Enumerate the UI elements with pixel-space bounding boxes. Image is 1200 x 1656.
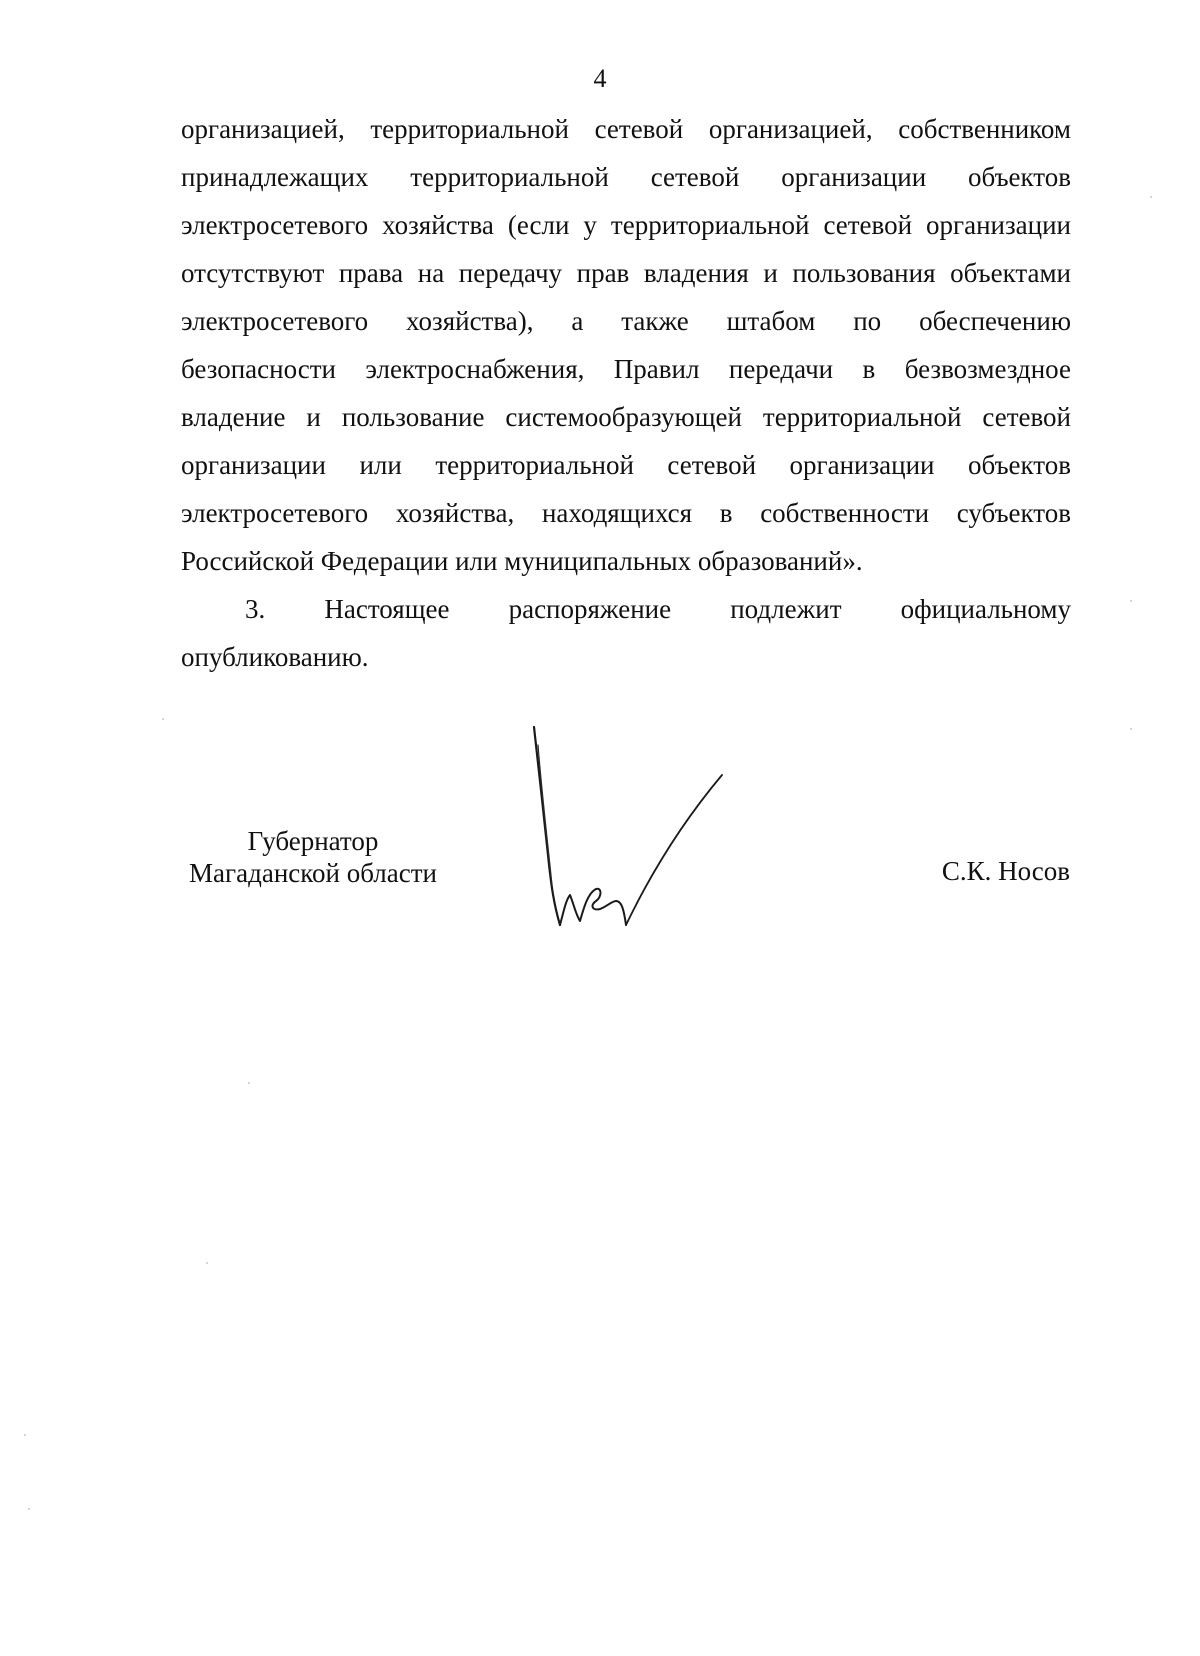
text-line: организации или территориальной сетевой организации объектов	[181, 450, 1071, 480]
text-line: принадлежащих территориальной сетевой организации объектов	[181, 162, 1071, 192]
scan-speck	[1130, 600, 1132, 602]
scan-speck	[162, 718, 164, 720]
scan-speck	[248, 1082, 250, 1084]
text-line: безопасности электроснабжения, Правил передачи в безвозмездное	[181, 354, 1071, 384]
signatory-name: С.К. Носов	[941, 856, 1070, 886]
scan-speck	[1130, 728, 1132, 730]
text-line: отсутствуют права на передачу прав владения и пользования объектами	[181, 258, 1071, 288]
text-line: 3. Настоящее распоряжение подлежит официальному	[245, 594, 1071, 624]
text-line: Российской Федерации или муниципальных образований».	[181, 546, 863, 576]
text-line: электросетевого хозяйства (если у территориальной сетевой организации	[181, 210, 1071, 240]
scan-speck	[28, 1508, 30, 1510]
signatory-title-line: Магаданской области	[189, 858, 437, 888]
text-line: электросетевого хозяйства), а также штабом по обеспечению	[181, 306, 1071, 336]
handwritten-signature	[530, 725, 790, 985]
text-line: владение и пользование системообразующей территориальной сетевой	[181, 402, 1071, 432]
signatory-title-line: Губернатор	[247, 826, 379, 856]
page-number: 4	[593, 64, 607, 93]
scan-speck	[1150, 196, 1152, 198]
scan-speck	[24, 1434, 26, 1436]
text-line: электросетевого хозяйства, находящихся в собственности субъектов	[181, 498, 1071, 528]
scan-speck	[206, 1262, 208, 1264]
text-line: организацией, территориальной сетевой организацией, собственником	[181, 114, 1071, 144]
text-line: опубликованию.	[181, 642, 369, 672]
signatory-title	[178, 825, 448, 889]
document-body	[181, 105, 1071, 681]
